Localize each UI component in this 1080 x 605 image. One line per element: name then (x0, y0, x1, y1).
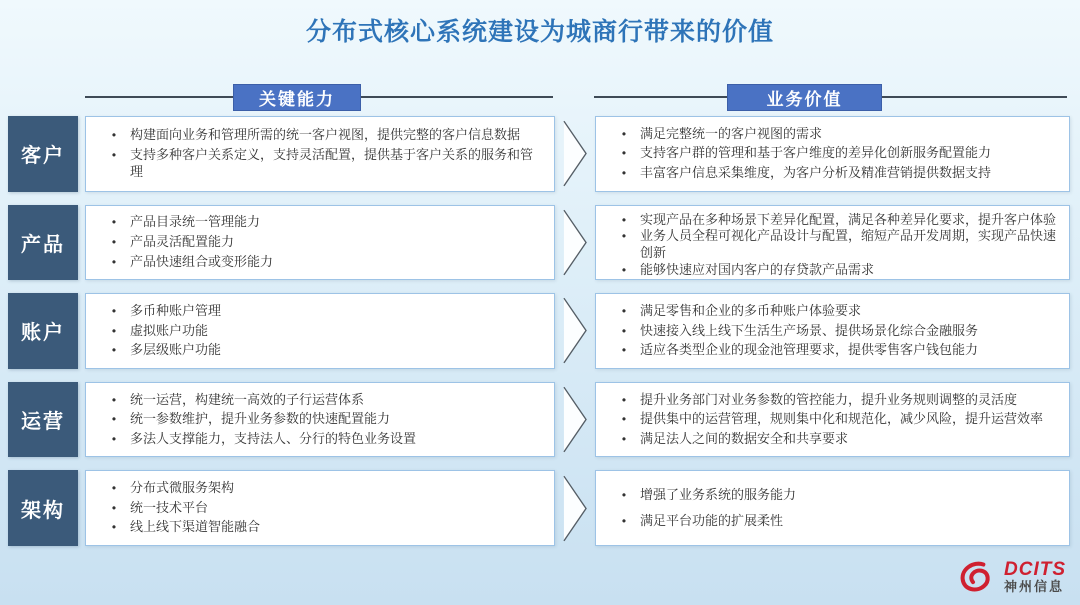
bullet-dot: • (111, 254, 117, 269)
value-list (596, 383, 1069, 457)
bullet-text: 满足平台功能的扩展柔性 (640, 512, 784, 528)
arrow-zone (555, 470, 595, 546)
bullet-item (608, 126, 1059, 143)
chevron-right-icon (558, 207, 592, 278)
bullet-dot: • (621, 392, 627, 407)
bullet-item (608, 392, 1059, 409)
table-row (8, 293, 1070, 369)
row-label: 架构 (8, 470, 78, 546)
header-value: 业务价值 (727, 84, 882, 111)
capability-list (86, 294, 554, 368)
bullet-dot: • (111, 234, 117, 249)
bullet-item (98, 392, 544, 409)
bullet-item (98, 411, 544, 428)
bullet-item (608, 262, 1059, 279)
bullet-dot: • (111, 431, 117, 446)
bullet-text: 满足完整统一的客户视图的需求 (640, 125, 823, 141)
bullet-text: 增强了业务系统的服务能力 (640, 486, 797, 502)
row-label: 账户 (8, 293, 78, 369)
arrow-zone (555, 293, 595, 369)
bullet-text: 虚拟账户功能 (130, 322, 209, 338)
table-row (8, 116, 1070, 192)
bullet-item (98, 431, 544, 448)
bullet-text: 产品目录统一管理能力 (130, 214, 261, 230)
bullet-dot: • (111, 127, 117, 142)
bullet-dot: • (111, 412, 117, 427)
bullet-text: 满足零售和企业的多币种账户体验要求 (640, 302, 862, 318)
capability-list (86, 471, 554, 545)
bullet-item (608, 411, 1059, 428)
chevron-right-icon (558, 384, 592, 455)
bullet-text: 产品快速组合或变形能力 (130, 253, 274, 269)
bullet-text: 统一技术平台 (130, 499, 209, 515)
row-label: 产品 (8, 205, 78, 281)
bullet-dot: • (621, 146, 627, 161)
bullet-item (608, 342, 1059, 359)
bullet-dot: • (621, 431, 627, 446)
logo-company: 神州信息 (1004, 579, 1065, 595)
bullet-dot: • (111, 323, 117, 338)
chevron-right-icon (558, 473, 592, 544)
value-list (596, 294, 1069, 368)
bullet-item (608, 513, 1059, 530)
page-title: 分布式核心系统建设为城商行带来的价值 (305, 18, 774, 46)
value-box (595, 382, 1070, 458)
bullet-text: 丰富客户信息采集维度，为客户分析及精准营销提供数据支持 (640, 164, 992, 180)
bullet-text: 分布式微服务架构 (130, 480, 235, 496)
bullet-item (98, 500, 544, 517)
value-box (595, 293, 1070, 369)
bullet-text: 能够快速应对国内客户的存贷款产品需求 (640, 262, 875, 278)
chevron-right-icon (558, 118, 592, 189)
bullet-dot: • (621, 513, 627, 528)
logo-brand: DCITS (1004, 559, 1066, 581)
bullet-text: 线上线下渠道智能融合 (130, 519, 261, 535)
bullet-item (608, 212, 1059, 229)
value-list (596, 471, 1069, 545)
bullet-dot: • (621, 165, 627, 180)
bullet-item (608, 303, 1059, 320)
value-list (596, 117, 1069, 191)
bullet-item (98, 234, 544, 251)
bullet-dot: • (621, 126, 627, 141)
bullet-item (608, 165, 1059, 182)
bullet-text: 支持客户群的管理和基于客户维度的差异化创新服务配置能力 (640, 145, 992, 161)
row-label: 客户 (8, 116, 78, 192)
header-capability: 关键能力 (233, 84, 361, 111)
bullet-text: 提供集中的运营管理，规则集中化和规范化，减少风险，提升运营效率 (640, 411, 1044, 427)
bullet-text: 业务人员全程可视化产品设计与配置，缩短产品开发周期，实现产品快速创新 (640, 228, 1057, 261)
rows-container (8, 116, 1070, 546)
bullet-text: 多币种账户管理 (130, 302, 222, 318)
arrow-zone (555, 116, 595, 192)
bullet-item (98, 214, 544, 231)
bullet-item (98, 147, 544, 181)
bullet-item (608, 228, 1059, 262)
bullet-item (98, 323, 544, 340)
bullet-text: 多法人支撑能力，支持法人、分行的特色业务设置 (130, 430, 417, 446)
arrow-zone (555, 205, 595, 281)
bullet-text: 适应各类型企业的现金池管理要求，提供零售客户钱包能力 (640, 342, 979, 358)
capability-box (85, 382, 555, 458)
bullet-dot: • (111, 481, 117, 496)
bullet-dot: • (111, 303, 117, 318)
bullet-text: 产品灵活配置能力 (130, 233, 235, 249)
bullet-item (98, 303, 544, 320)
arrow-zone (555, 382, 595, 458)
bullet-text: 支持多种客户关系定义，支持灵活配置，提供基于客户关系的服务和管理 (130, 147, 534, 180)
bullet-dot: • (111, 520, 117, 535)
capability-list (86, 383, 554, 457)
chevron-right-icon (558, 295, 592, 366)
bullet-item (98, 480, 544, 497)
bullet-dot: • (111, 148, 117, 163)
table-row (8, 205, 1070, 281)
capability-box (85, 293, 555, 369)
bullet-dot: • (621, 487, 627, 502)
bullet-text: 统一参数维护，提升业务参数的快速配置能力 (130, 411, 391, 427)
bullet-dot: • (111, 500, 117, 515)
bullet-dot: • (621, 263, 627, 278)
bullet-text: 提升业务部门对业务参数的管控能力，提升业务规则调整的灵活度 (640, 391, 1018, 407)
bullet-text: 多层级账户功能 (130, 342, 222, 358)
bullet-text: 快速接入线上线下生活生产场景、提供场景化综合金融服务 (640, 322, 979, 338)
bullet-dot: • (111, 343, 117, 358)
row-label: 运营 (8, 382, 78, 458)
bullet-dot: • (621, 303, 627, 318)
table-row (8, 382, 1070, 458)
capability-box (85, 205, 555, 281)
bullet-item (608, 431, 1059, 448)
bullet-dot: • (111, 215, 117, 230)
bullet-item (98, 127, 544, 144)
logo-text (1004, 560, 1066, 594)
capability-list (86, 117, 554, 191)
bullet-text: 满足法人之间的数据安全和共享要求 (640, 430, 849, 446)
bullet-text: 实现产品在多种场景下差异化配置，满足各种差异化要求，提升客户体验 (640, 211, 1057, 227)
bullet-text: 构建面向业务和管理所需的统一客户视图，提供完整的客户信息数据 (130, 126, 521, 142)
bullet-dot: • (621, 323, 627, 338)
value-box (595, 116, 1070, 192)
bullet-dot: • (111, 392, 117, 407)
dcits-swirl-icon (957, 559, 997, 595)
bullet-item (98, 519, 544, 536)
bullet-item (98, 342, 544, 359)
value-box (595, 205, 1070, 281)
bullet-item (608, 145, 1059, 162)
capability-list (86, 206, 554, 280)
bullet-dot: • (621, 212, 627, 227)
table-row (8, 470, 1070, 546)
value-list (596, 206, 1069, 280)
logo (957, 559, 1066, 595)
bullet-dot: • (621, 229, 627, 244)
bullet-dot: • (621, 412, 627, 427)
capability-box (85, 116, 555, 192)
bullet-item (608, 323, 1059, 340)
value-box (595, 470, 1070, 546)
bullet-item (608, 487, 1059, 504)
bullet-text: 统一运营，构建统一高效的子行运营体系 (130, 391, 365, 407)
capability-box (85, 470, 555, 546)
bullet-item (98, 254, 544, 271)
bullet-dot: • (621, 343, 627, 358)
